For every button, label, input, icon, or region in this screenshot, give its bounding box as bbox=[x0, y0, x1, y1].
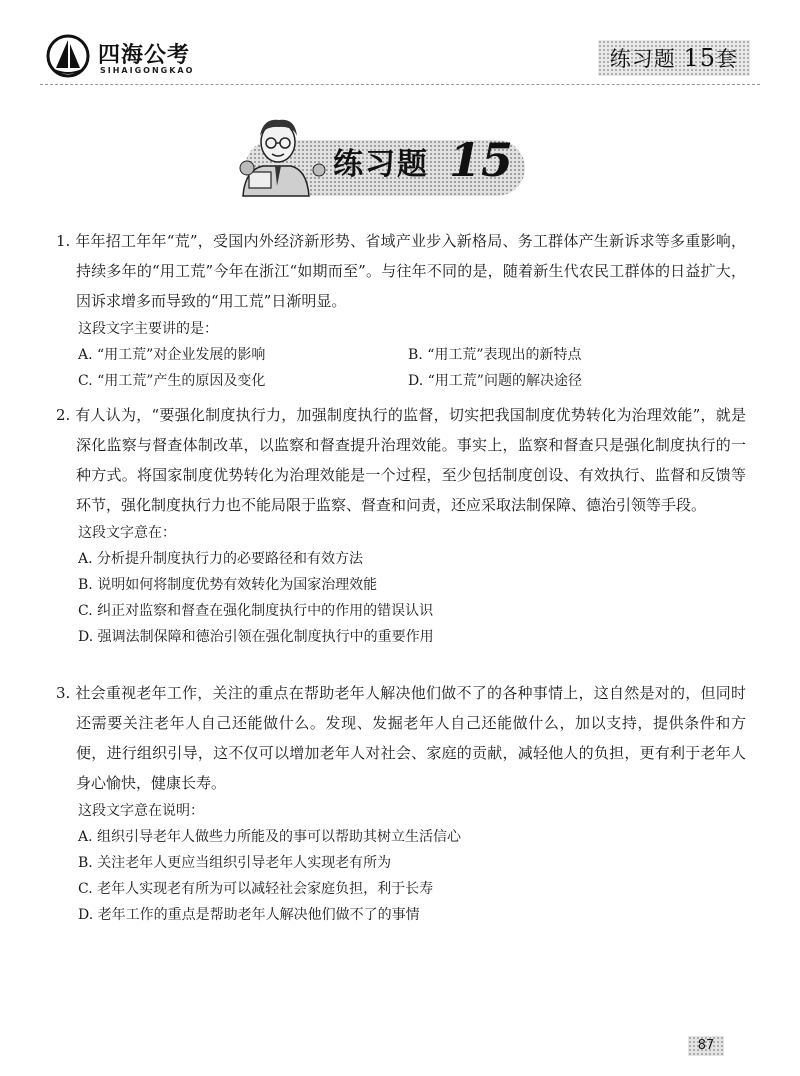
brand-logo bbox=[46, 34, 246, 84]
series-label bbox=[598, 40, 750, 76]
mascot-teacher-icon bbox=[235, 110, 335, 202]
banner-number: 15 bbox=[449, 133, 514, 187]
series-text: 练习题 bbox=[609, 47, 676, 71]
header-divider bbox=[40, 84, 760, 85]
question-2 bbox=[56, 400, 746, 650]
option-list bbox=[56, 546, 746, 650]
brand-name: 四海公考 bbox=[98, 43, 191, 68]
banner-title: 练习题 bbox=[333, 147, 429, 182]
option-a: A. 分析提升制度执行力的必要路径和有效方法 bbox=[78, 551, 364, 567]
series-number: 15 bbox=[683, 44, 716, 72]
option-list bbox=[56, 824, 746, 928]
question-1 bbox=[56, 226, 746, 394]
option-d: D. “用工荒”问题的解决途径 bbox=[408, 373, 582, 389]
question-prompt: 这段文字意在： bbox=[78, 525, 176, 541]
series-suffix: 套 bbox=[716, 47, 738, 71]
option-b: B. “用工荒”表现出的新特点 bbox=[408, 347, 582, 363]
question-stem: 3. 社会重视老年工作，关注的重点在帮助老年人解决他们做不了的各种事情上，这自然是对的，但同时还需要关注老年人自己还能做什么。发现、发掘老年人自己还能做什么，加以支持，提供条件和方便，进行组织引导，这不仅可以增加老年人对社会、家庭的贡献，减轻他人的负担，更有利于老年人身心愉快，健康长寿。 bbox=[56, 684, 746, 792]
exercise-banner bbox=[235, 110, 525, 202]
option-c: C. 老年人实现老有所为可以减轻社会家庭负担，利于长寿 bbox=[78, 881, 434, 897]
option-d: D. 老年工作的重点是帮助老年人解决他们做不了的事情 bbox=[78, 907, 420, 923]
sailboat-logo-icon bbox=[46, 34, 90, 78]
question-prompt: 这段文字意在说明： bbox=[78, 803, 204, 819]
option-a: A. “用工荒”对企业发展的影响 bbox=[78, 347, 266, 363]
option-c: C. “用工荒”产生的原因及变化 bbox=[78, 373, 266, 389]
option-a: A. 组织引导老年人做些力所能及的事可以帮助其树立生活信心 bbox=[78, 829, 462, 845]
option-d: D. 强调法制保障和德治引领在强化制度执行中的重要作用 bbox=[78, 629, 434, 645]
page-number: 87 bbox=[688, 1036, 724, 1056]
question-stem: 1. 年年招工年年“荒”，受国内外经济新形势、省域产业步入新格局、务工群体产生新诉求等多重影响，持续多年的“用工荒”今年在浙江“如期而至”。与往年不同的是，随着新生代农民工群体的日益扩大，因诉求增多而导致的“用工荒”日渐明显。 bbox=[56, 232, 746, 310]
option-b: B. 关注老年人更应当组织引导老年人实现老有所为 bbox=[78, 855, 392, 871]
question-prompt: 这段文字主要讲的是： bbox=[78, 321, 218, 337]
option-b: B. 说明如何将制度优势有效转化为国家治理效能 bbox=[78, 577, 378, 593]
question-3 bbox=[56, 678, 746, 928]
option-c: C. 纠正对监察和督查在强化制度执行中的作用的错误认识 bbox=[78, 603, 434, 619]
option-list bbox=[56, 342, 746, 394]
brand-subtitle: SIHAIGONGKAO bbox=[100, 66, 195, 75]
question-stem: 2. 有人认为，“要强化制度执行力，加强制度执行的监督，切实把我国制度优势转化为治理效能”，就是深化监察与督查体制改革，以监察和督查提升治理效能。事实上，监察和督查只是强化制度执行的一种方式。将国家制度优势转化为治理效能是一个过程，至少包括制度创设、有效执行、监督和反馈等环节，强化制度执行力也不能局限于监察、督查和问责，还应采取法制保障、德治引领等手段。 bbox=[56, 406, 746, 514]
